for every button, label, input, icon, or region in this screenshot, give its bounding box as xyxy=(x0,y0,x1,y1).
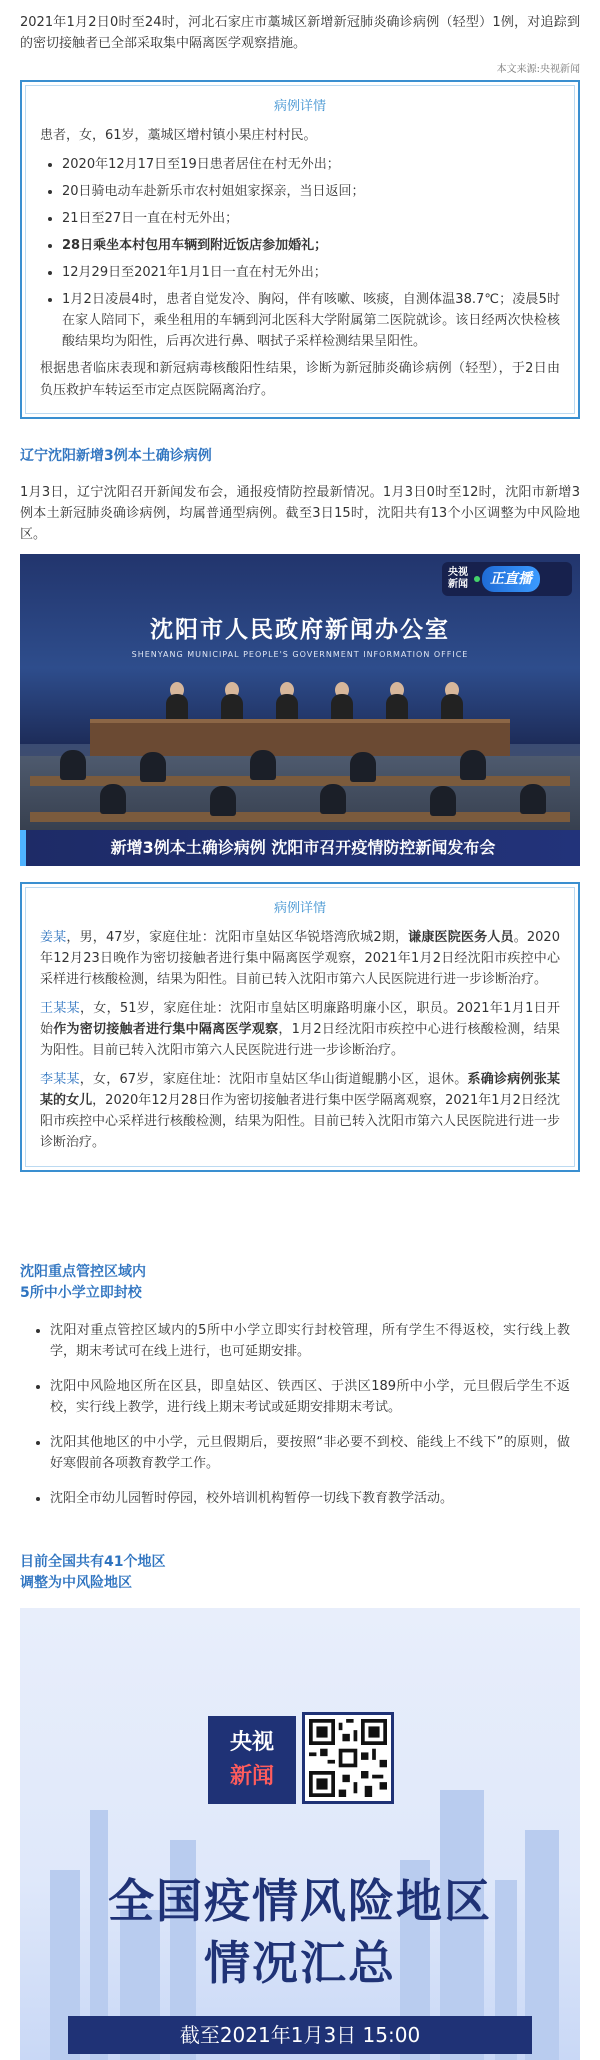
case-text: ，1月2日经沈阳市疾控中心进行核酸检测，结果为阳性。目前已转入沈阳市第六人民医院进行进一步诊断治疗。 xyxy=(40,1022,560,1059)
measure-item: • 沈阳对重点管控区域内的5所中小学立即实行封校管理，所有学生不得返校，实行线上教学，期末考试可在线上进行，也可延期安排。 xyxy=(50,1320,570,1362)
case-entry xyxy=(40,927,560,990)
shenyang-paragraph: 1月3日，辽宁沈阳召开新闻发布会，通报疫情防控最新情况。1月3日0时至12时，沈阳市新增3例本土新冠肺炎确诊病例，均属普通型病例。截至3日15时，沈阳共有13个小区调整为中风险地区。 xyxy=(20,485,580,543)
case-highlight: 作为密切接触者进行集中隔离医学观察 xyxy=(53,1022,279,1038)
cctv-news-logo xyxy=(208,1716,296,1804)
case-entry xyxy=(40,998,560,1061)
measure-item: • 沈阳中风险地区所在区县，即皇姑区、铁西区、于洪区189所中小学，元旦假后学生不返校，实行线上教学，进行线上期末考试或延期安排期末考试。 xyxy=(50,1376,570,1418)
source-note: 本文来源:央视新闻 xyxy=(496,64,580,75)
photo-caption: 新增3例本土确诊病例 沈阳市召开疫情防控新闻发布会 xyxy=(20,830,580,866)
live-badge-label: 正直播 xyxy=(482,566,540,593)
section-heading-shenyang: 辽宁沈阳新增3例本土确诊病例 xyxy=(20,448,212,464)
case-name: 王某某 xyxy=(40,1001,80,1017)
heading-line: 沈阳重点管控区域内 xyxy=(20,1264,146,1280)
heading-line: 目前全国共有41个地区 xyxy=(20,1554,166,1570)
logo-line: 新闻 xyxy=(229,1764,274,1789)
case-detail-title: 病例详情 xyxy=(273,901,326,916)
live-badge-news: 新闻 xyxy=(448,579,468,590)
section-heading-school-closure xyxy=(0,1262,600,1304)
case-highlight: 系确诊病例张某某的女儿 xyxy=(40,1072,560,1109)
case-name: 姜某 xyxy=(40,930,67,946)
heading-line: 调整为中风险地区 xyxy=(20,1575,132,1591)
timeline-item: • 20日骑电动车赴新乐市农村姐姐家探亲，当日返回； xyxy=(62,181,560,202)
measure-item: • 沈阳全市幼儿园暂时停园，校外培训机构暂停一切线下教育教学活动。 xyxy=(50,1488,570,1509)
patient-intro: 患者，女，61岁，藁城区增村镇小果庄村村民。 xyxy=(40,128,317,144)
banner-title xyxy=(20,1870,580,1994)
live-badge-cctv: 央视 xyxy=(448,567,468,578)
qr-code xyxy=(302,1712,394,1804)
timeline-item: • 2020年12月17日至19日患者居住在村无外出； xyxy=(62,154,560,175)
intro-paragraph: 2021年1月2日0时至24时，河北石家庄市藁城区新增新冠肺炎确诊病例（轻型）1例，对追踪到的密切接触者已全部采取集中隔离医学观察措施。 xyxy=(20,15,580,52)
case-text: ，女，51岁，家庭住址：沈阳市皇姑区明廉路明廉小区，职员。2021年1月1日开始 xyxy=(40,1001,560,1038)
case-text: ，女，67岁，家庭住址：沈阳市皇姑区华山街道鲲鹏小区，退休。 xyxy=(79,1072,468,1088)
logo-line: 央视 xyxy=(229,1730,274,1755)
timeline-item: • 12月29日至2021年1月1日一直在村无外出； xyxy=(62,262,560,283)
case-detail-box-2 xyxy=(20,882,580,1172)
diagnosis-paragraph: 根据患者临床表现和新冠病毒核酸阳性结果，诊断为新冠肺炎确诊病例（轻型），于2日由负压救护车转运至市定点医院隔离治疗。 xyxy=(40,361,560,398)
case-detail-box-1 xyxy=(20,80,580,419)
banner-title-line: 全国疫情风险地区 xyxy=(108,1874,492,1928)
timeline-item: • 1月2日凌晨4时，患者自觉发冷、胸闷，伴有咳嗽、咳痰，自测体温38.7℃；凌晨5时在家人陪同下，乘坐租用的车辆到河北医科大学附属第二医院就诊。该日经两次快检核酸结果均为阳性，后再次进行鼻、咽拭子采样检测结果呈阳性。 xyxy=(62,289,560,352)
live-dot-icon xyxy=(474,576,480,582)
photo-sign-english: SHENYANG MUNICIPAL PEOPLE'S GOVERNMENT INFORMATION OFFICE xyxy=(131,650,469,660)
case-text: 。2020年12月23日晚作为密切接触者进行集中隔离医学观察，2021年1月2日经沈阳市疾控中心采样进行核酸检测，结果为阳性。目前已转入沈阳市第六人民医院进行进一步诊断治疗。 xyxy=(40,930,560,988)
patient-timeline xyxy=(40,154,560,352)
qr-code-icon xyxy=(309,1719,387,1797)
banner-date: 截至2021年1月3日 15:00 xyxy=(68,2016,532,2054)
timeline-item: • 28日乘坐本村包用车辆到附近饭店参加婚礼； xyxy=(62,235,560,256)
case-entry xyxy=(40,1069,560,1153)
case-text: ，男，47岁，家庭住址：沈阳市皇姑区华锐塔湾欣城2期， xyxy=(66,930,409,946)
case-name: 李某某 xyxy=(40,1072,80,1088)
school-measures-list xyxy=(0,1320,600,1523)
case-highlight: 谦康医院医务人员 xyxy=(408,930,514,946)
heading-line: 5所中小学立即封校 xyxy=(20,1285,142,1301)
measure-item: • 沈阳其他地区的中小学，元旦假期后，要按照“非必要不到校、能线上不线下”的原则，做好寒假前各项教育教学工作。 xyxy=(50,1432,570,1474)
section-heading-risk-areas xyxy=(0,1552,600,1594)
photo-sign-text: 沈阳市人民政府新闻办公室 xyxy=(150,617,450,643)
case-text: ，2020年12月28日作为密切接触者进行集中医学隔离观察，2021年1月2日经沈阳市疾控中心采样进行核酸检测，结果为阳性。目前已转入沈阳市第六人民医院进行进一步诊断治疗。 xyxy=(40,1093,561,1151)
risk-area-banner xyxy=(20,1608,580,2060)
press-conference-photo xyxy=(20,554,580,866)
live-badge xyxy=(442,562,572,596)
timeline-item: • 21日至27日一直在村无外出； xyxy=(62,208,560,229)
banner-title-line: 情况汇总 xyxy=(204,1936,396,1990)
case-detail-title: 病例详情 xyxy=(273,99,326,114)
